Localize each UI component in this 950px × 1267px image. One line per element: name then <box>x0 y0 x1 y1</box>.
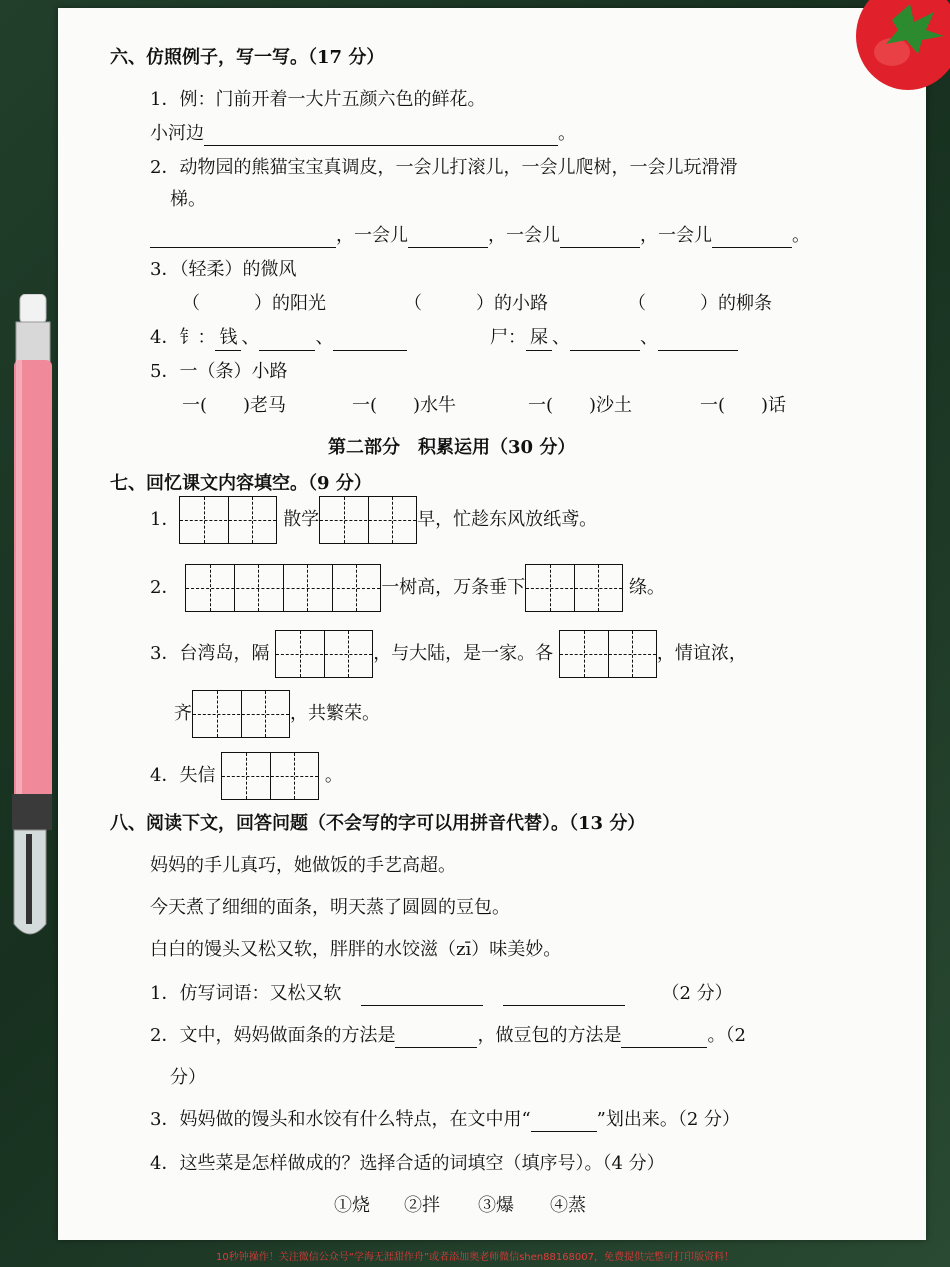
q6-2-line1: 2．动物园的熊猫宝宝真调皮，一会儿打滚儿，一会儿爬树，一会儿玩滑滑 <box>150 157 738 178</box>
q7-2-box-1[interactable] <box>185 564 381 612</box>
q6-1-example: 1．例：门前开着一大片五颜六色的鲜花。 <box>150 89 486 110</box>
q6-4-a: 4．钅： 钱 、 、 <box>150 326 407 351</box>
q6-4-word-a: 钱 <box>215 326 241 351</box>
option-1[interactable]: ①烧 <box>334 1195 370 1216</box>
passage-line-2: 今天煮了细细的面条，明天蒸了圆圆的豆包。 <box>150 897 510 918</box>
q6-1-line: 小河边 。 <box>150 123 576 144</box>
q6-2-blank-1[interactable] <box>150 227 336 248</box>
section6-title: 六、仿照例子，写一写。（17 分） <box>110 47 385 68</box>
q7-3-box-3[interactable] <box>192 690 290 738</box>
q7-4-box[interactable] <box>221 752 319 800</box>
q7-3-line1: 3．台湾岛，隔 ，与大陆，是一家。各 ，情谊浓， <box>150 630 747 678</box>
option-4[interactable]: ④蒸 <box>550 1195 586 1216</box>
q6-4-b-blank-1[interactable] <box>570 330 640 351</box>
section7-title: 七、回忆课文内容填空。（9 分） <box>110 473 372 494</box>
q6-3-example: 3．（轻柔）的微风 <box>150 259 297 280</box>
option-2[interactable]: ②拌 <box>404 1195 440 1216</box>
q6-3-item-1[interactable]: （ ）的阳光 <box>182 293 326 314</box>
q7-2: 2． 一树高，万条垂下 绦。 <box>150 564 665 612</box>
q6-2-blank-4[interactable] <box>712 227 792 248</box>
q7-2-box-2[interactable] <box>525 564 623 612</box>
part2-title: 第二部分 积累运用（30 分） <box>328 437 576 458</box>
pencil-image <box>6 294 52 944</box>
q7-4: 4．失信 。 <box>150 752 343 800</box>
q6-4-a-blank-1[interactable] <box>259 330 315 351</box>
footer-notice: 10秒钟操作！关注微信公众号“学海无涯甜作舟”或者添加奥老师微信shen88168007，免费提供完整可打印版资料！ <box>215 1252 735 1263</box>
q6-3-item-3[interactable]: （ ）的柳条 <box>628 293 772 314</box>
section8-title: 八、阅读下文，回答问题（不会写的字可以用拼音代替）。（13 分） <box>110 813 646 834</box>
q6-4-word-b: 屎 <box>526 326 552 351</box>
q6-2-blanks: ，一会儿 ，一会儿 ，一会儿 。 <box>150 224 810 248</box>
q6-5-example: 5．一（条）小路 <box>150 361 288 382</box>
q8-3: 3．妈妈做的馒头和水饺有什么特点，在文中用“ ”划出来。（2 分） <box>150 1109 741 1130</box>
q6-1-prompt: 小河边 <box>150 123 204 144</box>
q7-1: 1． 散学 早，忙趁东风放纸鸢。 <box>150 496 597 544</box>
q6-2-line2: 梯。 <box>170 189 206 210</box>
q8-1-blank-2[interactable] <box>503 985 625 1006</box>
q8-2-line2: 分） <box>170 1067 206 1088</box>
q8-2-line1: 2．文中，妈妈做面条的方法是 ，做豆包的方法是 。（2 <box>150 1025 746 1046</box>
q6-4-b: 尸： 屎 、 、 <box>490 326 738 351</box>
q6-4-b-blank-2[interactable] <box>658 330 738 351</box>
option-3[interactable]: ③爆 <box>478 1195 514 1216</box>
tomato-image <box>852 0 950 92</box>
q8-2-blank-2[interactable] <box>621 1027 707 1048</box>
q8-4: 4．这些菜是怎样做成的？选择合适的词填空（填序号）。（4 分） <box>150 1153 665 1174</box>
q8-1: 1．仿写词语：又松又软 （2 分） <box>150 983 733 1004</box>
q6-5-item-1[interactable]: 一( )老马 <box>182 395 287 416</box>
q6-5-item-4[interactable]: 一( )话 <box>700 395 787 416</box>
q6-4-a-blank-2[interactable] <box>333 330 407 351</box>
q7-3-line2: 齐 ，共繁荣。 <box>174 690 380 738</box>
q7-3-box-1[interactable] <box>275 630 373 678</box>
worksheet-page <box>58 8 926 1240</box>
q7-1-box-2[interactable] <box>319 496 417 544</box>
q6-2-blank-2[interactable] <box>408 227 488 248</box>
passage-line-1: 妈妈的手儿真巧，她做饭的手艺高超。 <box>150 855 456 876</box>
q7-3-box-2[interactable] <box>559 630 657 678</box>
q7-1-box-1[interactable] <box>179 496 277 544</box>
passage-line-3: 白白的馒头又松又软，胖胖的水饺滋（zī）味美妙。 <box>150 939 562 960</box>
q8-1-blank-1[interactable] <box>361 985 483 1006</box>
q6-2-blank-3[interactable] <box>560 227 640 248</box>
q6-5-item-2[interactable]: 一( )水牛 <box>352 395 457 416</box>
q8-2-blank-1[interactable] <box>395 1027 477 1048</box>
q6-5-item-3[interactable]: 一( )沙土 <box>528 395 633 416</box>
q8-3-blank[interactable] <box>531 1111 597 1132</box>
q6-3-item-2[interactable]: （ ）的小路 <box>404 293 548 314</box>
q6-1-blank[interactable] <box>204 125 558 146</box>
